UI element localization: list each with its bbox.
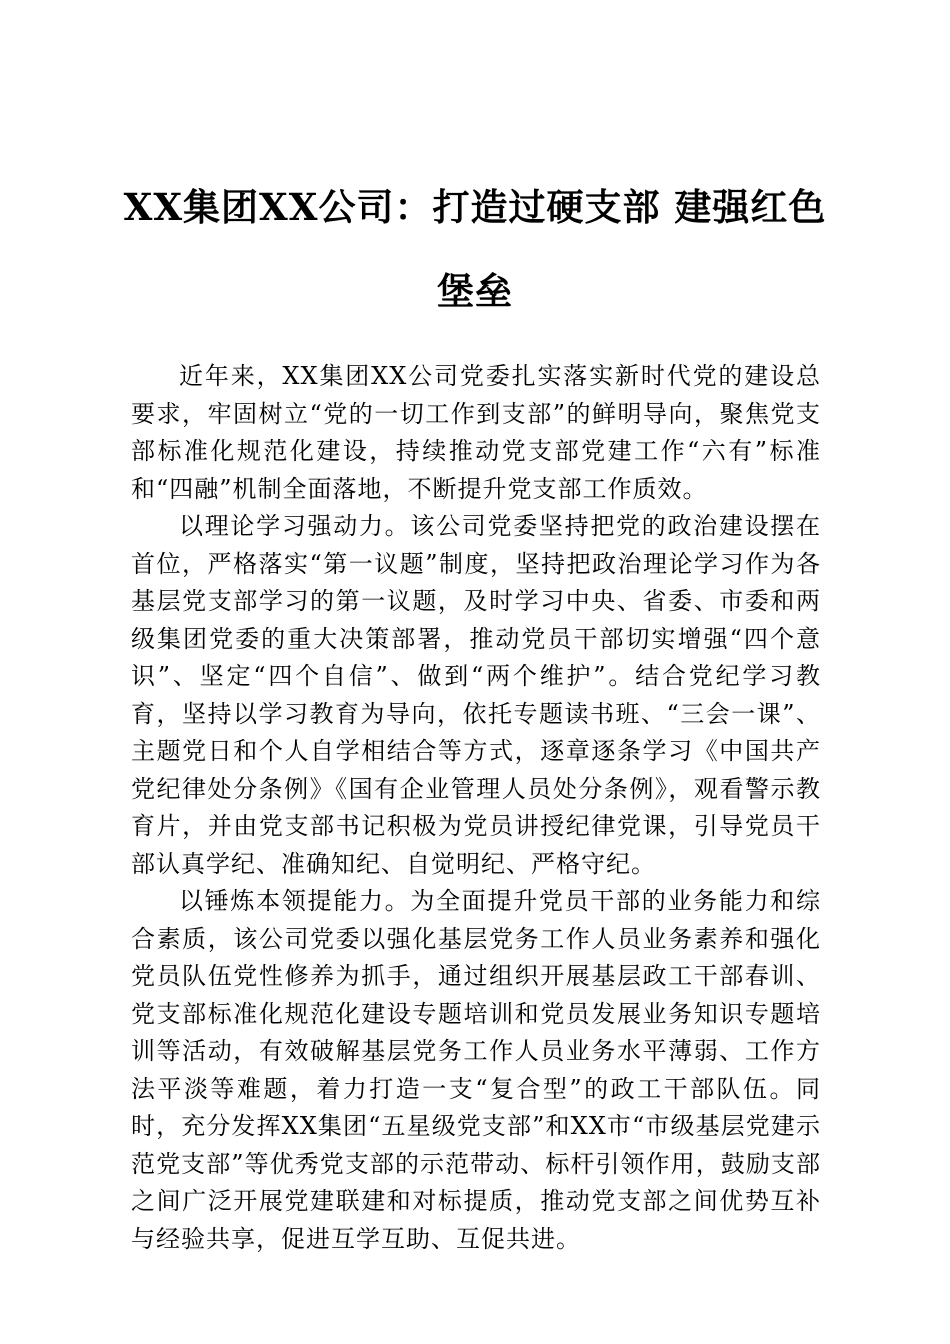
- document-title: XX集团XX公司：打造过硬支部 建强红色堡垒: [123, 185, 827, 313]
- paragraph-intro: 近年来，XX集团XX公司党委扎实落实新时代党的建设总要求，牢固树立“党的一切工作到支部”的鲜明导向，聚焦党支部标准化规范化建设，持续推动党支部党建工作“六有”标准和“四融”机制全面落地，不断提升党支部工作质效。: [131, 362, 821, 503]
- document-body: [131, 358, 821, 1258]
- paragraph-theory-study: 以理论学习强动力。该公司党委坚持把党的政治建设摆在首位，严格落实“第一议题”制度，坚持把政治理论学习作为各基层党支部学习的第一议题，及时学习中央、省委、市委和两级集团党委的重大决策部署，推动党员干部切实增强“四个意识”、坚定“四个自信”、做到“两个维护”。结合党纪学习教育，坚持以学习教育为导向，依托专题读书班、“三会一课”、主题党日和个人自学相结合等方式，逐章逐条学习《中国共产党纪律处分条例》《国有企业管理人员处分条例》，观看警示教育片，并由党支部书记积极为党员讲授纪律党课，引导党员干部认真学纪、准确知纪、自觉明纪、严格守纪。: [131, 512, 821, 878]
- paragraph-skill-training: 以锤炼本领提能力。为全面提升党员干部的业务能力和综合素质，该公司党委以强化基层党务工作人员业务素养和强化党员队伍党性修养为抓手，通过组织开展基层政工干部春训、党支部标准化规范化建设专题培训和党员发展业务知识专题培训等活动，有效破解基层党务工作人员业务水平薄弱、工作方法平淡等难题，着力打造一支“复合型”的政工干部队伍。同时，充分发挥XX集团“五星级党支部”和XX市“市级基层党建示范党支部”等优秀党支部的示范带动、标杆引领作用，鼓励支部之间广泛开展党建联建和对标提质，推动党支部之间优势互补与经验共享，促进互学互助、互促共进。: [131, 887, 821, 1253]
